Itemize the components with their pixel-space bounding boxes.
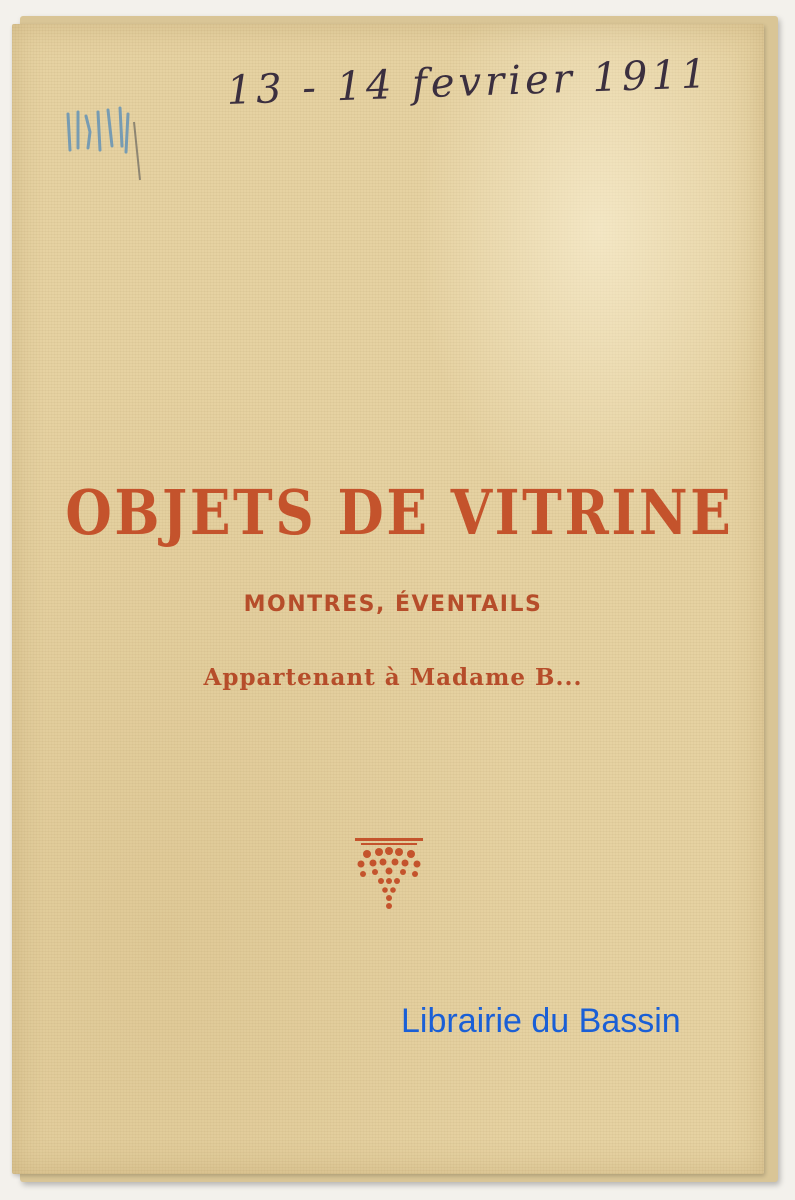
pencil-scribble-icon [60,92,150,182]
owner-line: Appartenant à Madame B... [203,664,583,691]
watermark-text: Librairie du Bassin [401,1002,681,1040]
cover-title: OBJETS DE VITRINE [65,476,734,549]
cover-subtitle: MONTRES, ÉVENTAILS [243,592,543,617]
handwritten-date: 13 - 14 fevrier 1911 [225,51,711,115]
fleuron-ornament-icon [353,836,425,912]
